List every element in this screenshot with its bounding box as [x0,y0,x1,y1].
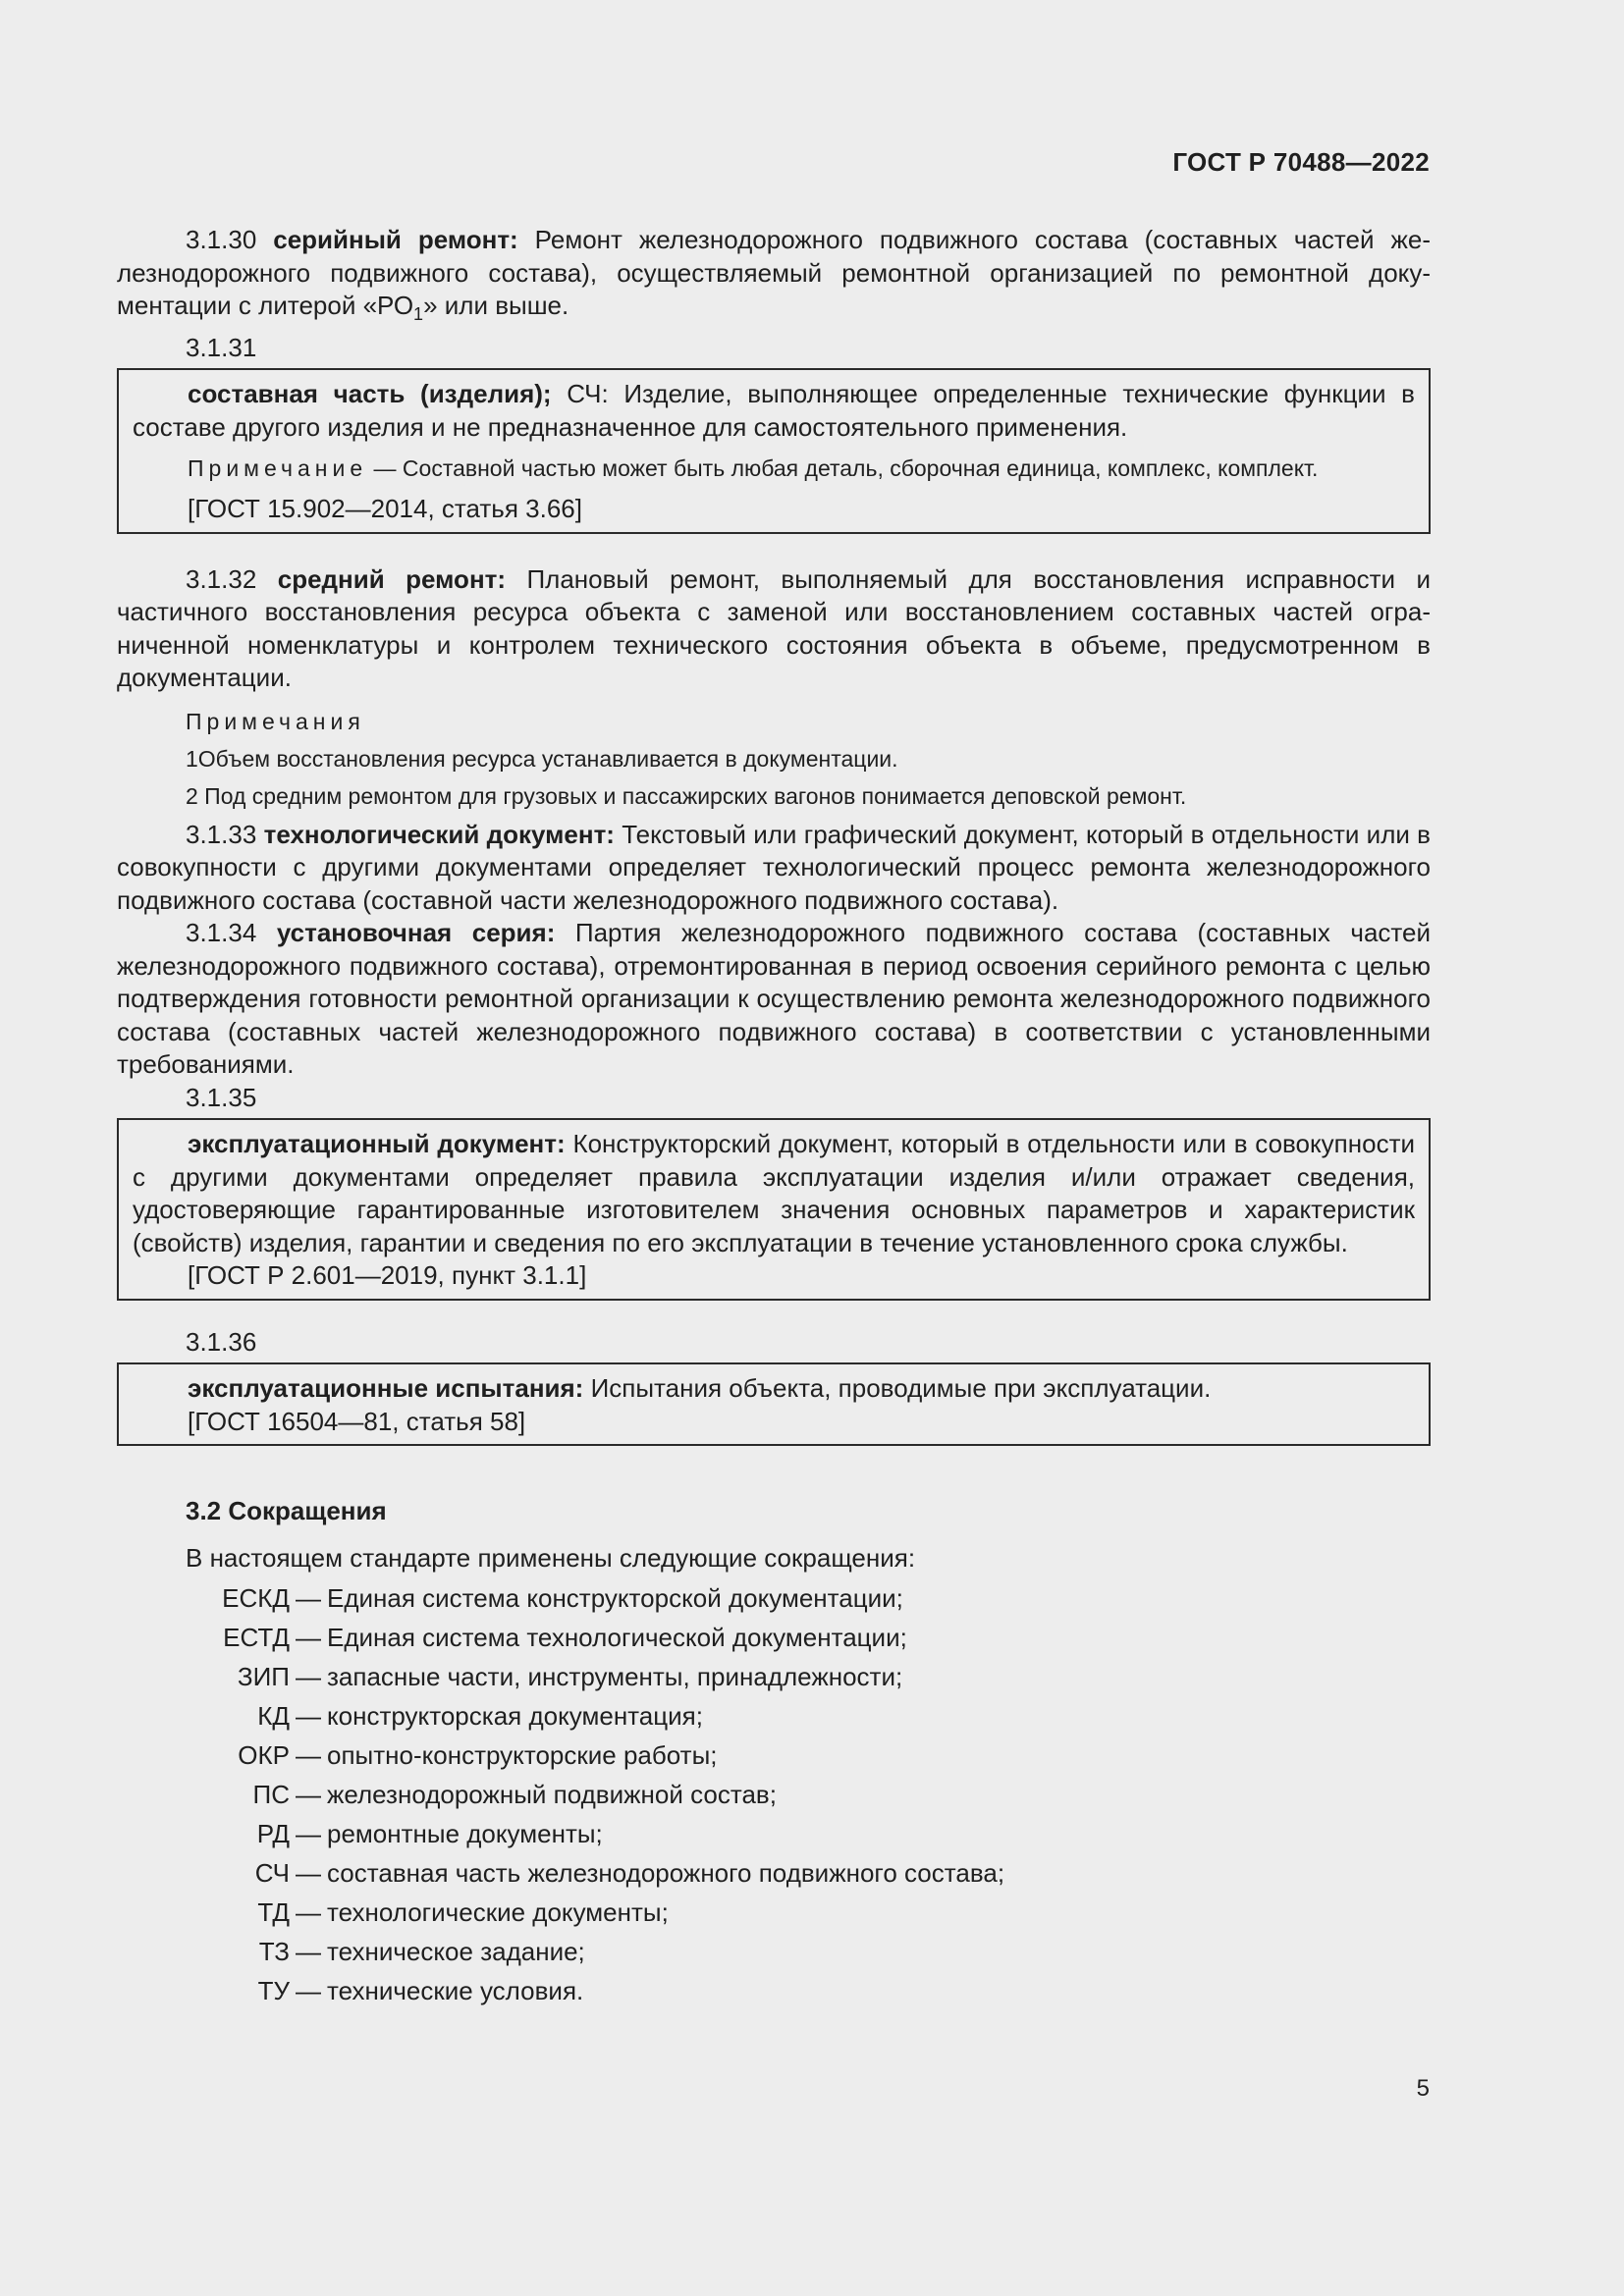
abbreviation-key: ЗИП [237,1662,290,1692]
term-title: установочная серия: [276,918,556,948]
abbreviation-dash: — [296,1701,321,1732]
abbreviation-text: опытно-конструкторские работы; [327,1740,718,1771]
term-number-3-1-36: 3.1.36 [186,1326,257,1357]
term-definition-end: » или выше. [423,291,569,320]
term-note [133,454,1415,483]
section-title: 3.2 Сокращения [186,1496,387,1526]
abbreviation-row [117,1618,1431,1657]
abbreviation-text: конструкторская документация; [327,1701,703,1732]
page-number: 5 [1416,2075,1430,2102]
term-source: [ГОСТ Р 2.601—2019, пункт 3.1.1] [188,1260,587,1291]
abbreviation-dash: — [296,1937,321,1967]
abbreviation-row [117,1735,1431,1775]
abbreviation-key: ТД [257,1897,290,1928]
term-number-3-1-35: 3.1.35 [186,1082,257,1112]
abbreviation-row [117,1775,1431,1814]
abbreviation-text: ремонтные документы; [327,1819,603,1849]
page-content [117,224,1431,2010]
abbreviation-dash: — [296,1976,321,2006]
term-3-1-34 [117,917,1431,1082]
section-intro: В настоящем стандарте применены следующие сокращения: [186,1542,916,1573]
term-3-1-31 [133,378,1415,444]
abbreviation-text: технические условия. [327,1976,584,2006]
abbreviation-row [117,1578,1431,1618]
note-1: 1Объем восстановления ресурса устанавливается в документации. [186,745,898,772]
abbreviation-dash: — [296,1780,321,1810]
abbreviation-dash: — [296,1583,321,1614]
term-definition: СЧ: Изделие, выполняющее определенные технические функции в составе другого изделия и не предназначенное для самостоятельного применения. [133,379,1415,442]
term-title: эксплуатационный документ: [188,1129,566,1159]
abbreviation-dash: — [296,1858,321,1889]
notes-label: Примечания [186,708,365,734]
abbreviation-text: запасные части, инструменты, принадлежности; [327,1662,903,1692]
term-3-1-33 [117,819,1431,918]
abbreviation-row [117,1971,1431,2010]
term-title: серийный ремонт: [273,225,518,254]
term-box-3-1-36 [117,1362,1431,1446]
term-number: 3.1.34 [186,918,257,948]
abbreviation-row [117,1893,1431,1932]
term-title: эксплуатационные испытания: [188,1373,584,1404]
abbreviation-dash: — [296,1740,321,1771]
term-number-3-1-31: 3.1.31 [186,332,257,362]
term-number: 3.1.32 [186,563,257,594]
note-text: — Составной частью может быть любая деталь, сборочная единица, комплекс, комплект. [367,455,1319,482]
abbreviation-key: КД [257,1701,290,1732]
abbreviation-row [117,1814,1431,1853]
term-3-1-30 [117,224,1431,332]
term-source: [ГОСТ 16504—81, статья 58] [188,1406,526,1436]
abbreviation-list [117,1578,1431,2010]
abbreviation-dash: — [296,1662,321,1692]
abbreviation-text: техническое задание; [327,1937,585,1967]
abbreviation-dash: — [296,1819,321,1849]
abbreviation-key: СЧ [254,1858,290,1889]
abbreviation-key: ЕСКД [222,1583,290,1614]
term-title: составная часть (изделия); [188,379,552,409]
abbreviation-key: ТЗ [258,1937,290,1967]
abbreviation-key: ЕСТД [223,1623,290,1653]
abbreviation-key: ОКР [238,1740,290,1771]
term-3-1-32 [117,563,1431,695]
term-title: технологический документ: [263,819,615,849]
abbreviation-text: составная часть железнодорожного подвижного состава; [327,1858,1005,1889]
abbreviation-row [117,1853,1431,1893]
term-notes [117,707,1431,811]
abbreviation-text: Единая система конструкторской документации; [327,1583,903,1614]
abbreviation-row [117,1696,1431,1735]
abbreviation-text: Единая система технологической документации; [327,1623,907,1653]
abbreviation-key: ПС [252,1780,290,1810]
abbreviation-text: железнодорожный подвижной состав; [327,1780,777,1810]
term-3-1-35 [133,1128,1415,1259]
note-label: Примечание [188,455,368,482]
term-definition: Плановый ремонт, выполняемый для восстановления исправности и частичного восстановления ресурса объекта с заменой или восстановлением составных частей ограниченной номенклатуры и контролем технического состояния объекта в объеме, предусмотренном в документации. [117,563,1431,693]
abbreviation-row [117,1657,1431,1696]
note-2: 2 Под средним ремонтом для грузовых и пассажирских вагонов понимается деповской ремонт. [186,782,1187,809]
abbreviation-key: РД [256,1819,290,1849]
term-3-1-36 [133,1372,1415,1406]
term-number: 3.1.30 [186,225,257,254]
abbreviation-dash: — [296,1623,321,1653]
term-number: 3.1.33 [186,819,257,849]
abbreviation-key: ТУ [257,1976,290,2006]
term-box-3-1-31 [117,368,1431,534]
term-box-3-1-35 [117,1118,1431,1301]
term-source: [ГОСТ 15.902—2014, статья 3.66] [188,494,582,524]
term-definition: Конструкторский документ, который в отдельности или в совокупности с другими документами определяет правила эксплуатации изделия и/или отражает сведения, удостоверяющие гарантированные изготовителем значения основных параметров и характеристик (свойств) изделия, гарантии и сведения по его эксплуатации в течение установленного срока службы. [133,1129,1416,1257]
abbreviation-text: технологические документы; [327,1897,669,1928]
term-definition: Ремонт железнодорожного подвижного состава (составных частей железнодорожного подвижного состава), осуществляемый ремонтной организацией по ремонтной документации с литерой «РО [117,225,1431,320]
term-title: средний ремонт: [277,563,507,594]
abbreviation-dash: — [296,1897,321,1928]
abbreviation-row [117,1932,1431,1971]
document-header: ГОСТ Р 70488—2022 [1172,147,1430,177]
term-definition: Текстовый или графический документ, который в отдельности или в совокупности с другими документами определяет технологический процесс ремонта железнодорожного подвижного состава (составной части железнодорожного подвижного состава). [117,819,1431,915]
term-definition: Испытания объекта, проводимые при эксплуатации. [583,1373,1212,1404]
term-definition: Партия железнодорожного подвижного состава (составных частей железнодорожного подвижного состава), отремонтированная в период освоения серийного ремонта с целью подтверждения готовности ремонтной организации к осуществлению ремонта железнодорожного подвижного состава (составных частей железнодорожного подвижного состава) в соответствии с установленными требованиями. [117,918,1431,1080]
term-subscript: 1 [413,304,424,325]
